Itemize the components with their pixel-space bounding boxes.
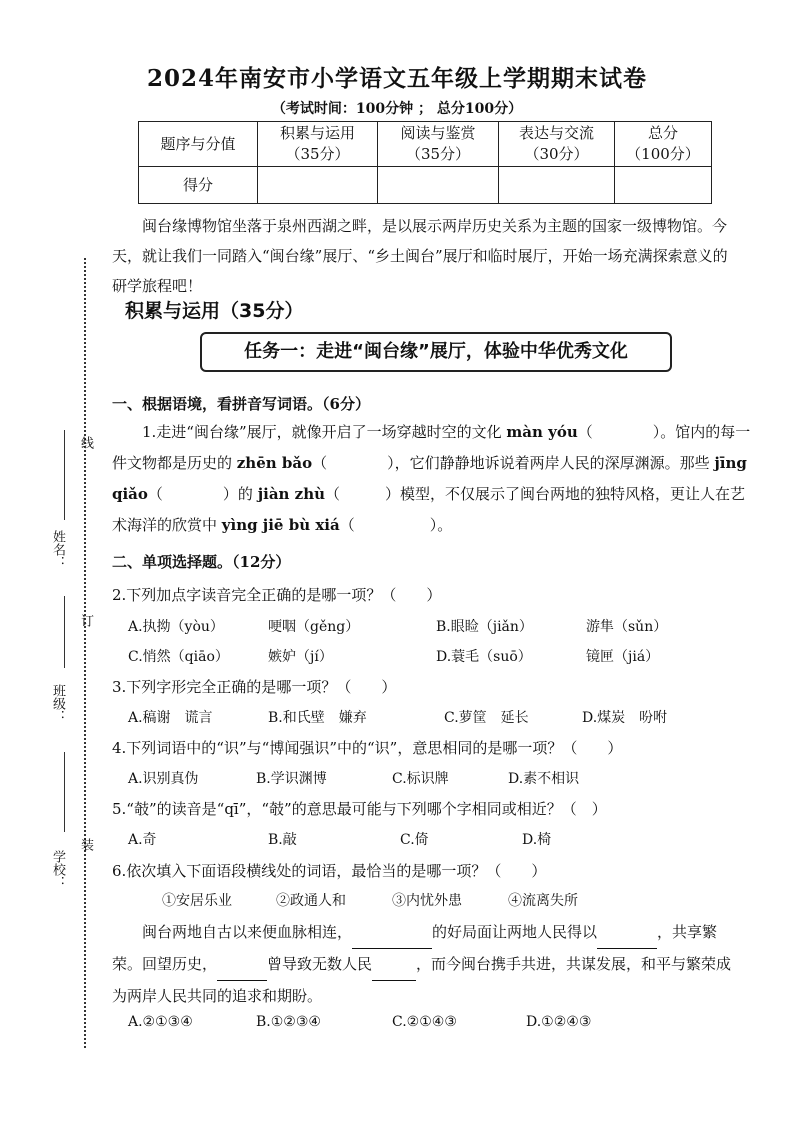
school-write-line[interactable] xyxy=(64,752,65,832)
name-write-line[interactable] xyxy=(64,430,65,520)
score-cell-3[interactable] xyxy=(499,167,615,204)
pinyin-5: yìng jiē bù xiá xyxy=(221,516,340,534)
question-5-stem: 5.“攲”的读音是“qī”，“攲”的意思最可能与下列哪个字相同或相近？（ ） xyxy=(112,800,607,818)
q4-option[interactable]: A.识别真伪 xyxy=(128,771,199,787)
q3-option[interactable]: D.煤炭 吩咐 xyxy=(582,710,668,726)
score-row-label: 得分 xyxy=(139,167,258,204)
pinyin-2: zhēn bǎo xyxy=(236,454,313,472)
class-write-line[interactable] xyxy=(64,596,65,668)
score-col-4: 总分 （100分） xyxy=(615,122,712,167)
q4-option[interactable]: B.学识渊博 xyxy=(256,771,327,787)
passage-blank-1[interactable] xyxy=(352,917,432,949)
question-2-stem: 2.下列加点字读音完全正确的是哪一项？（ ） xyxy=(112,586,442,604)
q3-option[interactable]: C.萝筐 延长 xyxy=(444,710,529,726)
question-4-stem: 4.下列词语中的“识”与“博闻强识”中的“识”，意思相同的是哪一项？（ ） xyxy=(112,739,623,757)
binding-mark-ding: 订 xyxy=(78,614,93,627)
class-label: 班级： xyxy=(50,684,65,723)
binding-dotted-line xyxy=(84,258,86,1048)
part1-heading: 一、根据语境，看拼音写词语。（6分） xyxy=(112,395,370,413)
q6-choice: ③内忧外患 xyxy=(392,893,462,909)
q6-choice: ④流离失所 xyxy=(508,893,578,909)
q6-passage: 闽台两地自古以来便血脉相连， 的好局面让两地人民得以 ，共享繁荣。回望历史， 曾导致无数人民 ，而今闽台携手共进，共谋发展，和平与繁荣成为两岸人民共同的追求和期盼。 xyxy=(112,917,742,1012)
q5-option[interactable]: B.敲 xyxy=(268,832,297,848)
q2-option: 哽咽（gěng） xyxy=(268,619,360,635)
q3-option[interactable]: A.稿谢 谎言 xyxy=(128,710,213,726)
q4-option[interactable]: C.标识牌 xyxy=(392,771,449,787)
q3-option[interactable]: B.和氏壁 嫌弃 xyxy=(268,710,367,726)
exam-subtitle: （考试时间：100分钟 ； 总分100分） xyxy=(271,101,523,117)
passage-blank-4[interactable] xyxy=(372,949,416,981)
q5-option[interactable]: A.奇 xyxy=(128,832,157,848)
question-3-stem: 3.下列字形完全正确的是哪一项？（ ） xyxy=(112,678,397,696)
q6-option[interactable]: A.②①③④ xyxy=(128,1014,193,1030)
q6-option[interactable]: B.①②③④ xyxy=(256,1014,321,1030)
q2-option[interactable]: B.眼睑（jiǎn） xyxy=(436,619,533,635)
question-1: 1.走进“闽台缘”展厅，就像开启了一场穿越时空的文化 màn yóu（ ）。馆内的每一件文物都是历史的 zhēn bǎo（ ），它们静静地诉说着两岸人民的深厚渊源。那些 jīng qiǎo（ ）的 jiàn zhù（ ）模型，不仅展示了闽台两地的独特风格，更让人在艺术海洋的欣赏中 yìng jiē bù xiá（ ）。 xyxy=(112,423,751,534)
score-cell-total[interactable] xyxy=(615,167,712,204)
q6-option[interactable]: D.①②④③ xyxy=(526,1014,592,1030)
binding-mark-line: 线 xyxy=(78,436,93,449)
q6-choice: ②政通人和 xyxy=(276,893,346,909)
score-table xyxy=(138,121,712,204)
passage-blank-3[interactable] xyxy=(217,949,267,981)
q2-option[interactable]: C.悄然（qiāo） xyxy=(128,649,229,665)
score-table-header-cell: 题序与分值 xyxy=(139,122,258,167)
task-box: 任务一：走进“闽台缘”展厅，体验中华优秀文化 xyxy=(200,332,672,372)
score-cell-1[interactable] xyxy=(258,167,378,204)
binding-mark-zhuang: 装 xyxy=(78,838,93,851)
q6-option[interactable]: C.②①④③ xyxy=(392,1014,457,1030)
q2-option[interactable]: D.蓑毛（suō） xyxy=(436,649,532,665)
pinyin-1: màn yóu xyxy=(506,423,578,441)
intro-paragraph: 闽台缘博物馆坐落于泉州西湖之畔，是以展示两岸历史关系为主题的国家一级博物馆。今天，就让我们一同踏入“闽台缘”展厅、“乡土闽台”展厅和临时展厅，开始一场充满探索意义的研学旅程吧！ xyxy=(112,217,728,295)
q2-option: 游隼（sǔn） xyxy=(586,619,668,635)
q2-option[interactable]: A.执拗（yòu） xyxy=(128,619,224,635)
exam-title: 2024年南安市小学语文五年级上学期期末试卷 xyxy=(146,65,647,92)
q6-choice: ①安居乐业 xyxy=(162,893,232,909)
question-6-stem: 6.依次填入下面语段横线处的词语，最恰当的是哪一项？（ ） xyxy=(112,862,547,880)
pinyin-4: jiàn zhù xyxy=(257,485,326,503)
section-heading: 积累与运用（35分） xyxy=(125,300,304,322)
q5-option[interactable]: C.倚 xyxy=(400,832,429,848)
pinyin-3: jīng qiǎo xyxy=(112,454,747,503)
q2-option: 嫉妒（jí） xyxy=(268,649,333,665)
passage-blank-2[interactable] xyxy=(597,917,657,949)
part2-heading: 二、单项选择题。（12分） xyxy=(112,553,291,571)
score-col-2: 阅读与鉴赏 （35分） xyxy=(378,122,499,167)
score-cell-2[interactable] xyxy=(378,167,499,204)
score-col-3: 表达与交流 （30分） xyxy=(499,122,615,167)
q2-option: 镜匣（jiá） xyxy=(586,649,660,665)
school-label: 学校： xyxy=(50,850,65,889)
name-label: 姓名： xyxy=(50,530,65,569)
score-col-1: 积累与运用 （35分） xyxy=(258,122,378,167)
q5-option[interactable]: D.椅 xyxy=(522,832,552,848)
q4-option[interactable]: D.素不相识 xyxy=(508,771,580,787)
